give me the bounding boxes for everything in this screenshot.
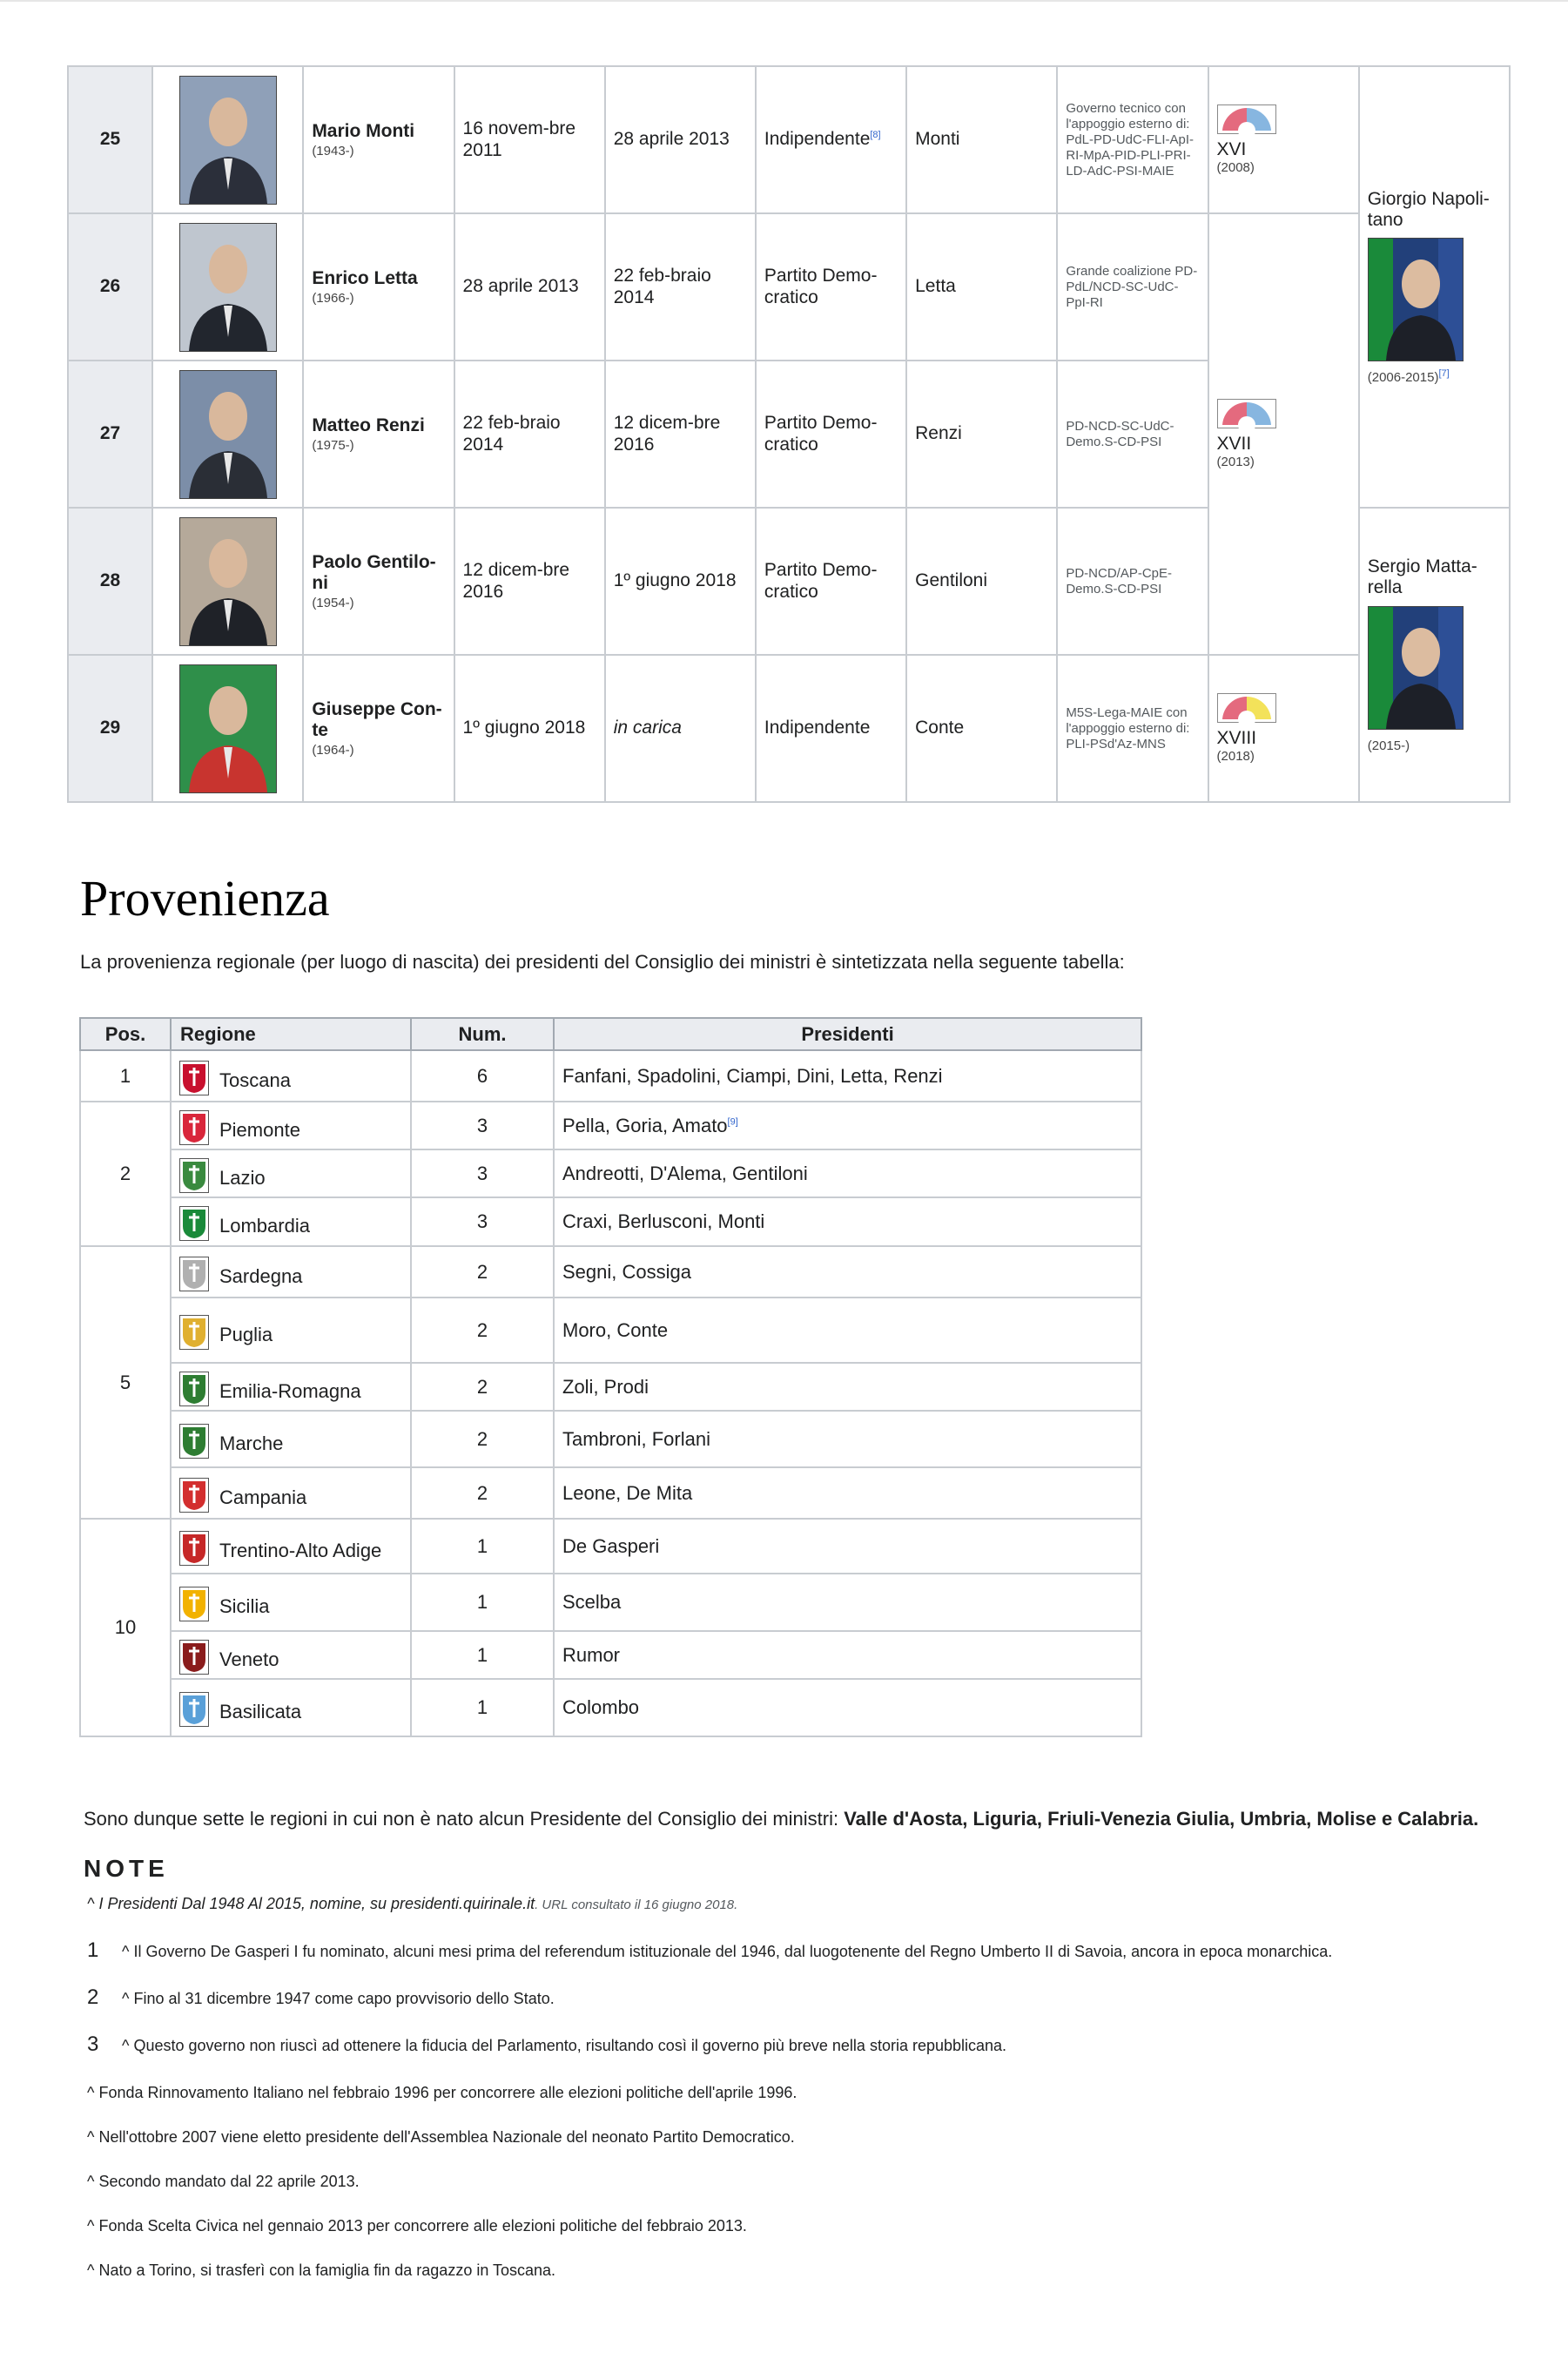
position-cell: 2 <box>80 1102 171 1246</box>
governments-table <box>67 65 1511 803</box>
region-cell <box>171 1467 411 1519</box>
government-name[interactable]: Conte <box>906 655 1057 802</box>
pm-cell <box>303 655 454 802</box>
region-cell <box>171 1246 411 1298</box>
region-row <box>80 1246 1141 1298</box>
start-date: 28 aprile 2013 <box>454 213 605 361</box>
region-count: 1 <box>411 1679 554 1736</box>
notes-title: NOTE <box>84 1855 169 1882</box>
region-name[interactable]: Campania <box>219 1486 307 1508</box>
footnote-text: ^ Nell'ottobre 2007 viene eletto presidente dell'Assemblea Nazionale del neonato Partito Democratico. <box>87 2128 795 2146</box>
region-row <box>80 1519 1141 1574</box>
party-cell <box>756 508 906 655</box>
portrait-cell <box>152 213 303 361</box>
region-name[interactable]: Puglia <box>219 1323 273 1345</box>
region-cell <box>171 1519 411 1574</box>
region-cell <box>171 1363 411 1411</box>
portrait-image[interactable] <box>179 76 277 205</box>
region-crest-icon[interactable] <box>179 1315 209 1350</box>
head-of-state-cell <box>1359 508 1510 802</box>
position-cell: 5 <box>80 1246 171 1519</box>
region-row <box>80 1149 1141 1197</box>
legislature-cell <box>1208 213 1359 655</box>
region-count: 2 <box>411 1363 554 1411</box>
pm-years: (1943-) <box>312 143 354 158</box>
president-portrait[interactable] <box>1368 238 1464 361</box>
start-date: 1º giugno 2018 <box>454 655 605 802</box>
government-row <box>68 213 1510 361</box>
region-count: 2 <box>411 1298 554 1363</box>
region-presidents <box>554 1149 1141 1197</box>
government-name[interactable]: Gentiloni <box>906 508 1057 655</box>
coalition: PD-NCD-SC-UdC-Demo.S-CD-PSI <box>1057 361 1208 508</box>
pm-name[interactable]: Giuseppe Con-te <box>312 698 442 740</box>
footnote-item <box>87 1985 555 2010</box>
footnote-item <box>87 2128 795 2147</box>
legislature-year: (2013) <box>1216 454 1255 469</box>
header-pos[interactable]: Pos. <box>80 1018 171 1050</box>
pm-years: (1954-) <box>312 596 354 611</box>
start-date: 16 novem-bre 2011 <box>454 66 605 213</box>
header-num[interactable]: Num. <box>411 1018 554 1050</box>
footnote-key: 2 <box>87 1985 99 2009</box>
region-crest-icon[interactable] <box>179 1692 209 1727</box>
footnote-text: ^ Fonda Rinnovamento Italiano nel febbraio 1996 per concorrere alle elezioni politiche dell'aprile 1996. <box>87 2084 797 2101</box>
coalition: M5S-Lega-MAIE con l'appoggio esterno di: PLI-PSd'Az-MNS <box>1057 655 1208 802</box>
intro-text: La provenienza regionale (per luogo di nascita) dei presidenti del Consiglio dei ministri è sintetizzata nella seguente tabella: <box>80 951 1125 973</box>
header-region[interactable]: Regione <box>171 1018 411 1050</box>
region-name[interactable]: Basilicata <box>219 1701 302 1722</box>
end-date: 22 feb-braio 2014 <box>605 213 756 361</box>
president-portrait[interactable] <box>1368 606 1464 730</box>
legislature-year: (2008) <box>1216 159 1255 175</box>
region-presidents <box>554 1197 1141 1246</box>
footnote-text: ^ Questo governo non riuscì ad ottenere la fiducia del Parlamento, risultando così il governo più breve nella storia repubblicana. <box>122 2037 1007 2054</box>
region-count: 3 <box>411 1149 554 1197</box>
pm-cell <box>303 508 454 655</box>
president-name[interactable]: Giorgio Napoli-tano <box>1367 188 1490 230</box>
presidents-list[interactable]: Pella, Goria, Amato <box>562 1114 728 1136</box>
portrait-image[interactable] <box>179 664 277 793</box>
footnote-text: ^ Fino al 31 dicembre 1947 come capo provvisorio dello Stato. <box>122 1990 555 2007</box>
government-number: 27 <box>68 361 152 508</box>
party-name[interactable]: Indipendente <box>764 718 871 738</box>
region-cell <box>171 1050 411 1102</box>
region-name[interactable]: Marche <box>219 1432 284 1454</box>
government-row <box>68 66 1510 213</box>
region-cell <box>171 1679 411 1736</box>
summary-bold: Valle d'Aosta, Liguria, Friuli-Venezia Giulia, Umbria, Molise e Calabria. <box>844 1808 1479 1830</box>
pm-years: (1964-) <box>312 743 354 758</box>
region-presidents <box>554 1102 1141 1149</box>
end-date: 28 aprile 2013 <box>605 66 756 213</box>
region-cell <box>171 1574 411 1631</box>
start-date: 22 feb-braio 2014 <box>454 361 605 508</box>
presidents-ref[interactable]: [9] <box>727 1116 738 1128</box>
presidents-list[interactable]: Moro, Conte <box>562 1318 669 1341</box>
region-presidents <box>554 1574 1141 1631</box>
party-name[interactable]: Partito Demo-cratico <box>764 560 878 602</box>
portrait-image[interactable] <box>179 517 277 646</box>
region-name[interactable]: Piemonte <box>219 1118 300 1141</box>
parliament-diagram-icon[interactable] <box>1217 693 1276 723</box>
region-presidents <box>554 1519 1141 1574</box>
footnote-key: 3 <box>87 2032 99 2056</box>
presidents-list[interactable]: Rumor <box>562 1643 621 1666</box>
coalition: Governo tecnico con l'appoggio esterno di: PdL-PD-UdC-FLI-ApI-RI-MpA-PID-PLI-PRI-LD-AdC-PSI-MAIE <box>1057 66 1208 213</box>
pm-cell <box>303 66 454 213</box>
footnote-item <box>87 2173 360 2191</box>
region-count: 6 <box>411 1050 554 1102</box>
region-name[interactable]: Veneto <box>219 1648 279 1670</box>
reference-link[interactable]: ^ I Presidenti Dal 1948 Al 2015, nomine, su presidenti.quirinale.it <box>87 1895 535 1912</box>
coalition: PD-NCD/AP-CpE-Demo.S-CD-PSI <box>1057 508 1208 655</box>
region-name[interactable]: Lombardia <box>219 1215 310 1237</box>
region-count: 1 <box>411 1631 554 1679</box>
region-count: 2 <box>411 1411 554 1467</box>
region-row <box>80 1411 1141 1467</box>
region-cell <box>171 1411 411 1467</box>
region-crest-icon[interactable] <box>179 1061 209 1095</box>
region-crest-icon[interactable] <box>179 1257 209 1291</box>
footnote-text: ^ Il Governo De Gasperi I fu nominato, alcuni mesi prima del referendum istituzionale del 1946, dal luogotenente del Regno Umberto II di Savoia, ancora in epoca monarchica. <box>122 1943 1333 1960</box>
portrait-image[interactable] <box>179 223 277 352</box>
region-crest-icon[interactable] <box>179 1587 209 1621</box>
region-count: 2 <box>411 1467 554 1519</box>
region-crest-icon[interactable] <box>179 1640 209 1675</box>
party-cell <box>756 66 906 213</box>
region-crest-icon[interactable] <box>179 1110 209 1145</box>
portrait-image[interactable] <box>179 370 277 499</box>
region-name[interactable]: Emilia-Romagna <box>219 1379 361 1402</box>
region-cell <box>171 1102 411 1149</box>
government-number: 26 <box>68 213 152 361</box>
region-count: 1 <box>411 1519 554 1574</box>
region-crest-icon[interactable] <box>179 1424 209 1459</box>
footnote-key: 1 <box>87 1938 99 1962</box>
pm-name[interactable]: Matteo Renzi <box>312 415 425 435</box>
region-presidents <box>554 1467 1141 1519</box>
region-crest-icon[interactable] <box>179 1206 209 1241</box>
party-ref[interactable]: [8] <box>870 130 881 141</box>
legislature-name[interactable]: XVIII <box>1216 727 1257 748</box>
legislature-cell <box>1208 655 1359 802</box>
legislature-name[interactable]: XVII <box>1216 433 1252 454</box>
region-row <box>80 1574 1141 1631</box>
party-name[interactable]: Partito Demo-cratico <box>764 413 878 455</box>
end-date: 12 dicem-bre 2016 <box>605 361 756 508</box>
region-crest-icon[interactable] <box>179 1478 209 1513</box>
region-cell <box>171 1197 411 1246</box>
legislature-year: (2018) <box>1216 748 1255 764</box>
footnote-item <box>87 2217 747 2235</box>
portrait-cell <box>152 66 303 213</box>
government-number: 28 <box>68 508 152 655</box>
region-crest-icon[interactable] <box>179 1158 209 1193</box>
footnote-item <box>87 1938 1332 1963</box>
party-name[interactable]: Indipendente <box>764 129 871 150</box>
section-title: Provenienza <box>80 870 330 927</box>
government-name[interactable]: Renzi <box>906 361 1057 508</box>
region-presidents <box>554 1411 1141 1467</box>
pm-name[interactable]: Paolo Gentilo-ni <box>312 551 436 593</box>
parliament-diagram-icon[interactable] <box>1217 399 1276 428</box>
region-row <box>80 1467 1141 1519</box>
region-name[interactable]: Lazio <box>219 1166 266 1189</box>
region-presidents <box>554 1679 1141 1736</box>
header-presidents[interactable]: Presidenti <box>554 1018 1141 1050</box>
region-presidents <box>554 1246 1141 1298</box>
region-row <box>80 1679 1141 1736</box>
reference-main <box>87 1895 737 1913</box>
footnote-item <box>87 2262 555 2280</box>
president-years: (2006-2015)[7] <box>1367 368 1450 386</box>
presidents-list[interactable]: De Gasperi <box>562 1534 660 1557</box>
reference-access: . URL consultato il 16 giugno 2018. <box>535 1898 738 1912</box>
region-row <box>80 1363 1141 1411</box>
region-presidents <box>554 1298 1141 1363</box>
head-of-state-cell <box>1359 66 1510 508</box>
pm-years: (1975-) <box>312 437 354 453</box>
party-cell <box>756 361 906 508</box>
region-row <box>80 1197 1141 1246</box>
government-name[interactable]: Monti <box>906 66 1057 213</box>
pm-years: (1966-) <box>312 290 354 306</box>
top-divider <box>0 0 1568 2</box>
president-years: (2015-) <box>1367 738 1410 753</box>
presidents-list[interactable]: Andreotti, D'Alema, Gentiloni <box>562 1162 808 1184</box>
government-number: 25 <box>68 66 152 213</box>
portrait-cell <box>152 361 303 508</box>
presidents-list[interactable]: Leone, De Mita <box>562 1481 693 1504</box>
region-row <box>80 1102 1141 1149</box>
region-count: 3 <box>411 1197 554 1246</box>
region-crest-icon[interactable] <box>179 1372 209 1406</box>
region-cell <box>171 1298 411 1363</box>
presidents-list[interactable]: Colombo <box>562 1696 640 1718</box>
parliament-diagram-icon[interactable] <box>1217 104 1276 134</box>
footnote-text: ^ Secondo mandato dal 22 aprile 2013. <box>87 2173 360 2190</box>
region-name[interactable]: Toscana <box>219 1068 291 1091</box>
presidents-list[interactable]: Segni, Cossiga <box>562 1260 691 1283</box>
party-cell <box>756 213 906 361</box>
portrait-cell <box>152 508 303 655</box>
party-name[interactable]: Partito Demo-cratico <box>764 266 878 307</box>
coalition: Grande coalizione PD-PdL/NCD-SC-UdC-PpI-RI <box>1057 213 1208 361</box>
pm-cell <box>303 213 454 361</box>
region-row <box>80 1631 1141 1679</box>
region-presidents <box>554 1363 1141 1411</box>
region-crest-icon[interactable] <box>179 1531 209 1566</box>
government-name[interactable]: Letta <box>906 213 1057 361</box>
footnote-item <box>87 2084 797 2102</box>
footnote-text: ^ Nato a Torino, si trasferì con la famiglia fin da ragazzo in Toscana. <box>87 2262 556 2279</box>
end-date: in carica <box>605 655 756 802</box>
legislature-cell <box>1208 66 1359 213</box>
region-count: 1 <box>411 1574 554 1631</box>
region-name[interactable]: Trentino-Alto Adige <box>219 1539 382 1561</box>
region-row <box>80 1298 1141 1363</box>
presidents-list[interactable]: Fanfani, Spadolini, Ciampi, Dini, Letta, Renzi <box>562 1064 943 1087</box>
presidents-list[interactable]: Zoli, Prodi <box>562 1375 649 1398</box>
presidents-list[interactable]: Tambroni, Forlani <box>562 1427 710 1450</box>
start-date: 12 dicem-bre 2016 <box>454 508 605 655</box>
presidents-list[interactable]: Scelba <box>562 1591 622 1613</box>
footnote-text: ^ Fonda Scelta Civica nel gennaio 2013 per concorrere alle elezioni politiche del febbraio 2013. <box>87 2217 747 2235</box>
end-date: 1º giugno 2018 <box>605 508 756 655</box>
region-count: 3 <box>411 1102 554 1149</box>
summary-text <box>84 1808 1478 1830</box>
footnote-item <box>87 2032 1006 2057</box>
president-name[interactable]: Sergio Matta-rella <box>1367 556 1477 598</box>
position-cell: 1 <box>80 1050 171 1102</box>
government-number: 29 <box>68 655 152 802</box>
region-presidents <box>554 1631 1141 1679</box>
summary-plain: Sono dunque sette le regioni in cui non è nato alcun Presidente del Consiglio dei ministri: <box>84 1808 845 1830</box>
presidents-list[interactable]: Craxi, Berlusconi, Monti <box>562 1210 765 1232</box>
party-cell <box>756 655 906 802</box>
region-count: 2 <box>411 1246 554 1298</box>
position-cell: 10 <box>80 1519 171 1736</box>
region-cell <box>171 1149 411 1197</box>
region-cell <box>171 1631 411 1679</box>
region-row <box>80 1050 1141 1102</box>
pm-name[interactable]: Mario Monti <box>312 120 415 141</box>
region-table <box>79 1017 1142 1737</box>
region-name[interactable]: Sicilia <box>219 1595 270 1617</box>
portrait-cell <box>152 655 303 802</box>
pm-cell <box>303 361 454 508</box>
government-row <box>68 655 1510 802</box>
region-presidents <box>554 1050 1141 1102</box>
region-name[interactable]: Sardegna <box>219 1264 303 1287</box>
legislature-name[interactable]: XVI <box>1216 138 1247 159</box>
pm-name[interactable]: Enrico Letta <box>312 267 418 288</box>
